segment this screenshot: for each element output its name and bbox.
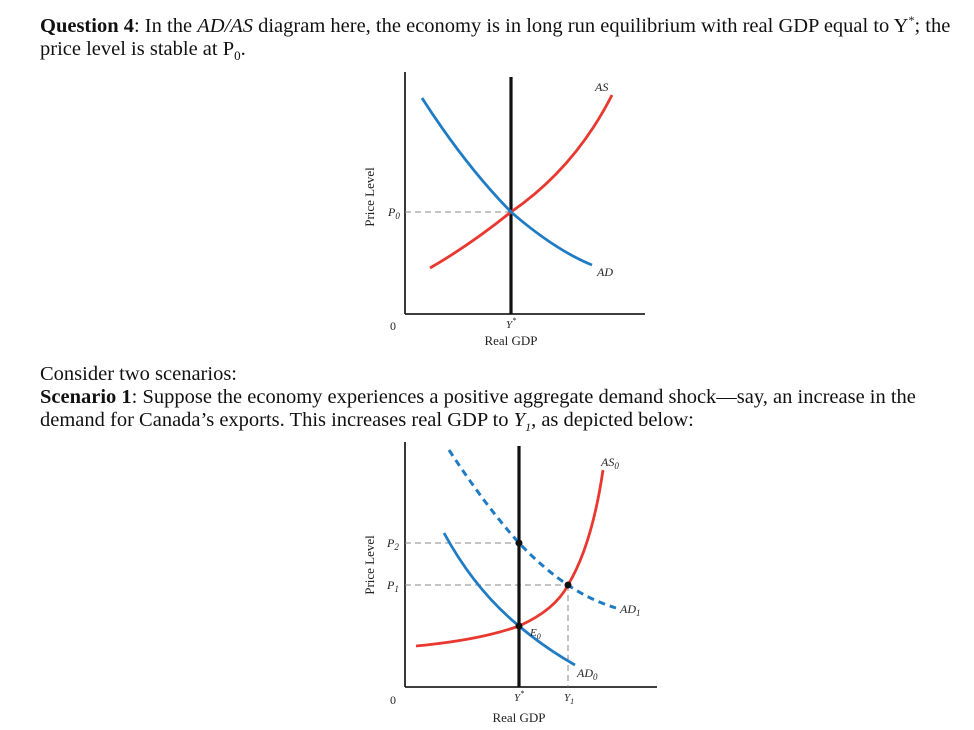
question-text: ; the price level is stable at P bbox=[40, 14, 951, 60]
as0-label: $AS_0$ bbox=[601, 455, 619, 471]
point-p2 bbox=[516, 540, 523, 547]
adas-diagram-2 bbox=[0, 430, 974, 730]
scenario-text: , as depicted below: bbox=[531, 409, 694, 431]
origin-label: 0 bbox=[390, 319, 396, 333]
consider-line: Consider two scenarios: bbox=[40, 363, 237, 385]
y1-term: Y bbox=[513, 409, 526, 431]
ystar-label: Y* bbox=[514, 689, 525, 704]
ylabel: Price Level bbox=[362, 167, 377, 227]
e0-label: $E_0$ bbox=[530, 627, 541, 641]
scenario-text: : Suppose the economy experiences a positive aggregate demand shock—say, an increase in the demand for Canada’s exports. This increases real GDP to bbox=[40, 386, 916, 431]
p0-subscript: 0 bbox=[234, 47, 241, 63]
ad1-label: $AD_1$ bbox=[620, 602, 641, 618]
ad0-label: $AD_0$ bbox=[577, 666, 598, 682]
y1-label: $Y_1$ bbox=[564, 692, 575, 706]
point-p1 bbox=[565, 582, 572, 589]
question-label: Question 4 bbox=[40, 14, 134, 37]
ad-curve bbox=[422, 98, 592, 265]
p2-label: $P_2$ bbox=[387, 536, 399, 552]
ad-label: AD bbox=[597, 265, 613, 279]
ylabel-visible: Price Level bbox=[362, 535, 377, 595]
p0-label: $P_0$ bbox=[388, 205, 400, 221]
adas-diagram-1 bbox=[0, 0, 974, 360]
ad0-curve bbox=[444, 533, 575, 665]
as-label: AS bbox=[595, 80, 609, 94]
as-curve bbox=[430, 95, 612, 268]
question-text: diagram here, the economy is in long run equilibrium with real GDP equal to Y bbox=[252, 14, 909, 37]
ystar-label: Y* bbox=[506, 316, 517, 331]
xlabel: Real GDP bbox=[492, 710, 546, 725]
point-e0 bbox=[516, 623, 523, 630]
scenario-label: Scenario 1 bbox=[40, 386, 132, 408]
star-superscript: * bbox=[908, 13, 915, 27]
xlabel: Real GDP bbox=[484, 333, 538, 348]
adas-term: AD/AS bbox=[197, 14, 253, 37]
question-text: . bbox=[240, 37, 246, 60]
y1-subscript: 1 bbox=[525, 420, 532, 435]
p1-label: $P_1$ bbox=[387, 578, 399, 594]
question-text: : In the bbox=[133, 14, 198, 37]
origin-label: 0 bbox=[390, 693, 396, 707]
